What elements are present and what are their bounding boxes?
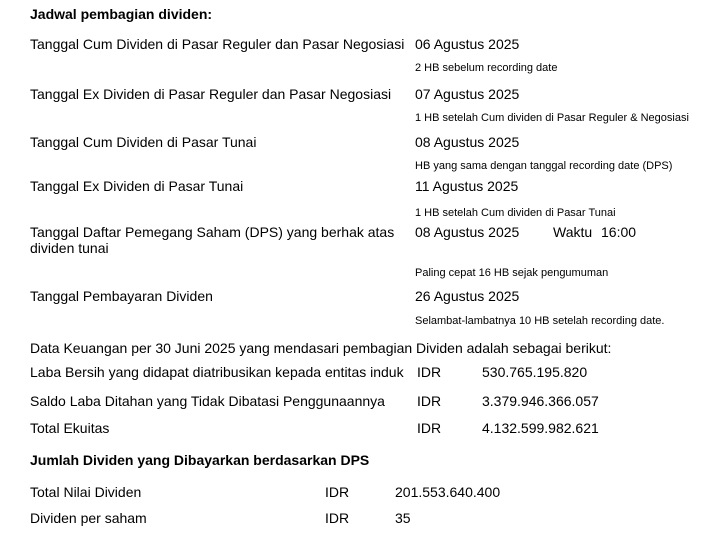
currency-label: IDR xyxy=(325,484,350,500)
schedule-row-label: Tanggal Cum Dividen di Pasar Reguler dan Pasar Negosiasi xyxy=(30,36,405,52)
schedule-row-label: Tanggal Pembayaran Dividen xyxy=(30,288,213,304)
schedule-row-note: Paling cepat 16 HB sejak pengumuman xyxy=(415,267,609,279)
schedule-row-date: 07 Agustus 2025 xyxy=(415,86,520,102)
schedule-row-note: Selambat-lambatnya 10 HB setelah recording date. xyxy=(415,315,665,327)
schedule-row-date: 06 Agustus 2025 xyxy=(415,36,520,52)
schedule-section-title: Jadwal pembagian dividen: xyxy=(30,6,213,22)
schedule-row-date: 08 Agustus 2025 xyxy=(415,224,520,240)
schedule-row-note: 1 HB setelah Cum dividen di Pasar Reguler & Negosiasi xyxy=(415,112,689,124)
amount-value: 3.379.946.366.057 xyxy=(482,393,599,409)
schedule-row-date: 26 Agustus 2025 xyxy=(415,288,520,304)
financial-row-label: Total Ekuitas xyxy=(30,420,110,436)
amount-value: 4.132.599.982.621 xyxy=(482,420,599,436)
payout-row-label: Dividen per saham xyxy=(30,510,147,526)
amount-value: 530.765.195.820 xyxy=(482,364,588,380)
financial-row-label: Saldo Laba Ditahan yang Tidak Dibatasi Penggunaannya xyxy=(30,393,385,409)
schedule-row-note: HB yang sama dengan tanggal recording date (DPS) xyxy=(415,160,673,172)
time-label: Waktu xyxy=(553,224,593,240)
schedule-row-date: 08 Agustus 2025 xyxy=(415,134,520,150)
amount-value: 201.553.640.400 xyxy=(395,484,501,500)
schedule-row-label: Tanggal Ex Dividen di Pasar Reguler dan Pasar Negosiasi xyxy=(30,86,392,102)
schedule-row-date: 11 Agustus 2025 xyxy=(415,178,519,194)
time-value: 16:00 xyxy=(601,224,637,240)
schedule-row-label: Tanggal Daftar Pemegang Saham (DPS) yang berhak atas dividen tunai xyxy=(30,224,395,256)
payout-heading: Jumlah Dividen yang Dibayarkan berdasarkan DPS xyxy=(30,452,370,468)
payout-row-label: Total Nilai Dividen xyxy=(30,484,142,500)
schedule-row-note: 2 HB sebelum recording date xyxy=(415,62,558,74)
currency-label: IDR xyxy=(417,393,442,409)
financial-row-label: Laba Bersih yang didapat diatribusikan kepada entitas induk xyxy=(30,364,404,380)
amount-value: 35 xyxy=(395,510,411,526)
schedule-row-label: Tanggal Cum Dividen di Pasar Tunai xyxy=(30,134,257,150)
currency-label: IDR xyxy=(325,510,350,526)
schedule-row-note: 1 HB setelah Cum dividen di Pasar Tunai xyxy=(415,207,616,219)
financials-heading: Data Keuangan per 30 Juni 2025 yang mendasari pembagian Dividen adalah sebagai berikut: xyxy=(30,340,612,356)
currency-label: IDR xyxy=(417,420,442,436)
currency-label: IDR xyxy=(417,364,442,380)
schedule-row-label: Tanggal Ex Dividen di Pasar Tunai xyxy=(30,178,244,194)
